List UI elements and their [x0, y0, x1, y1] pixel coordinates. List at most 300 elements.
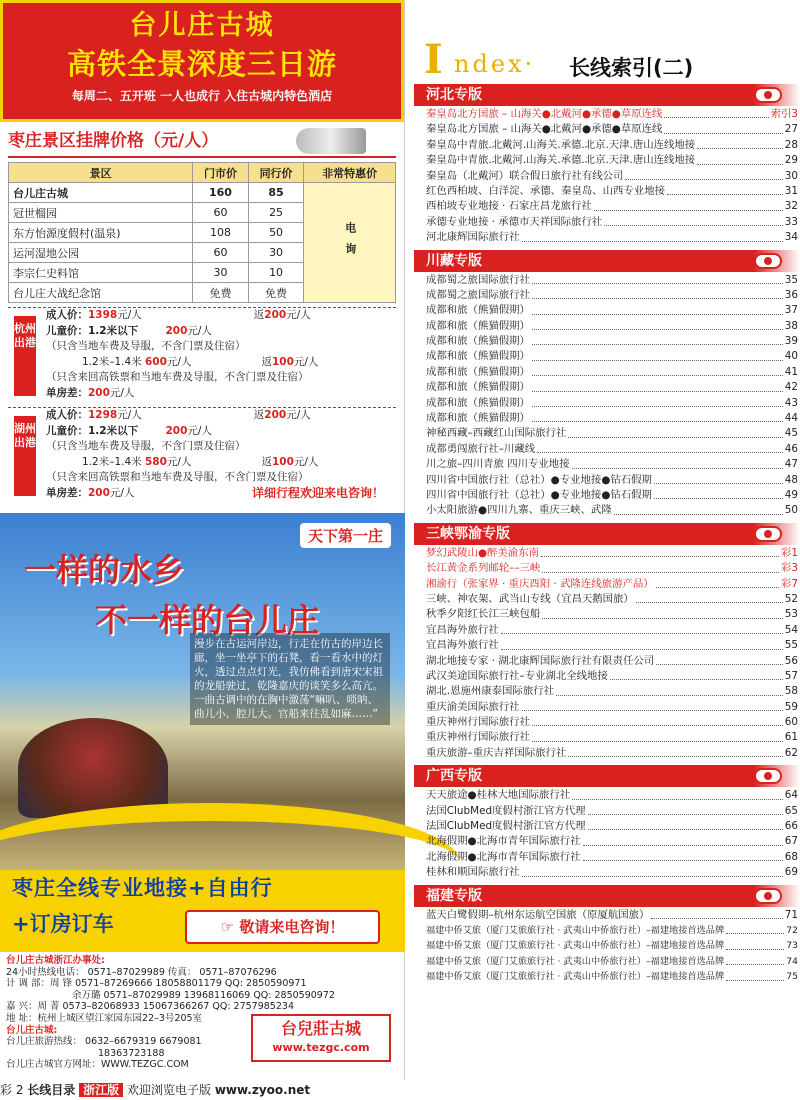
entry-text: 秋季夕阳红长江三峡包船: [426, 608, 541, 621]
unit: 元/人: [293, 355, 319, 368]
hotline: 24小时热线电话： 0571–87029989 传真： 0571–87076296: [6, 966, 277, 978]
entry-page: 29: [784, 154, 798, 167]
dot-leader: [542, 561, 779, 572]
index-section-header: [414, 885, 800, 907]
entry-text: 秦皇岛中青旅.北戴河.山海关.承德.北京.天津.唐山连线地接: [426, 138, 696, 151]
dot-leader: [542, 607, 782, 618]
child-price: 200: [165, 324, 188, 337]
section-badge-icon: [754, 768, 782, 784]
entry-text: 成都和旅（熊猫假期）: [426, 335, 530, 348]
pavilion-image: [18, 718, 168, 818]
price-heading: 枣庄景区挂牌价格（元/人）: [8, 131, 219, 151]
row-name: 东方怡源度假村(温泉): [9, 223, 193, 243]
list-item[interactable]: [426, 938, 798, 953]
index-header: [414, 0, 800, 83]
row-retail: 160: [193, 183, 249, 203]
entry-page: 40: [784, 350, 798, 363]
list-item[interactable]: [426, 969, 798, 984]
entry-text: 秦皇岛北方国旅 – 山海关●北戴河●承德●草原连线: [426, 108, 663, 120]
list-item[interactable]: [426, 804, 798, 819]
entry-text: 秦皇岛中青旅.北戴河.山海关.承德.北京.天津.唐山连线地接: [426, 154, 696, 167]
dot-leader: [522, 700, 783, 711]
footer-section: 长线目录: [27, 1083, 76, 1097]
col-special: 非常特惠价: [304, 163, 396, 183]
dot-leader: [726, 923, 784, 934]
child2-note: （只含来回高铁票和当地车费及导服，不含门票及住宿）: [46, 471, 309, 483]
dot-leader: [532, 396, 783, 407]
child-note: （只含当地车费及导服，不含门票及住宿）: [46, 340, 246, 352]
entry-text: 福建中侨艾旅（厦门艾旅旅行社 · 武夷山中侨旅行社）–福建地接首选品牌: [426, 955, 725, 967]
list-item[interactable]: [426, 426, 798, 441]
list-item[interactable]: [426, 215, 798, 230]
footer-region: 浙江版: [79, 1083, 123, 1097]
promo-line-2: +订房订车: [12, 912, 114, 936]
entry-text: 成都和旅（熊猫假期）: [426, 350, 530, 363]
entry-page: 56: [784, 654, 798, 667]
entry-text: 秦皇岛北方国旅 – 山海关●北戴河●承德●草原连线: [426, 123, 663, 136]
unit: 元/人: [109, 486, 135, 499]
price-heading-bar: [8, 126, 396, 158]
entry-text: 重庆渝美国际旅行社: [426, 700, 520, 713]
list-item[interactable]: [426, 473, 798, 488]
entry-text: 宜昌海外旅行社: [426, 623, 499, 636]
row-peer: 85: [248, 183, 304, 203]
unit: 元/人: [286, 409, 311, 421]
single-price: 200: [88, 386, 110, 399]
price-table: [8, 162, 396, 303]
entry-text: 重庆神州行国际旅行社: [426, 716, 530, 729]
list-item[interactable]: [426, 457, 798, 472]
tour-banner: [0, 0, 404, 122]
entry-page: 50: [784, 504, 798, 517]
entry-page: 45: [784, 427, 798, 440]
entry-text: 宜昌海外旅行社: [426, 639, 499, 652]
unit: 元/人: [286, 309, 311, 321]
dot-leader: [522, 865, 783, 876]
entry-page: 58: [784, 685, 798, 698]
index-entry-list: [414, 907, 800, 985]
dot-leader: [532, 730, 783, 741]
logo-url[interactable]: www.tezgc.com: [272, 1041, 370, 1054]
entry-page: 31: [784, 184, 798, 197]
dot-leader: [664, 122, 782, 133]
list-item[interactable]: [426, 908, 798, 923]
entry-page: 55: [784, 639, 798, 652]
dot-leader: [583, 834, 783, 845]
price-table-header: [9, 163, 396, 183]
row-name: 运河湿地公园: [9, 243, 193, 263]
entry-page: 47: [784, 458, 798, 471]
section-title: 福建专版: [426, 887, 482, 904]
row-retail: 30: [193, 263, 249, 283]
unit: 元/人: [187, 324, 212, 337]
dot-leader: [556, 684, 783, 695]
index-column: [414, 0, 800, 1080]
dot-leader: [656, 654, 783, 665]
index-section-header: [414, 523, 800, 545]
adult-price: 1398: [88, 309, 118, 321]
dot-leader: [532, 349, 783, 360]
dot-leader: [532, 411, 783, 422]
list-item[interactable]: [426, 954, 798, 969]
section-badge-icon: [754, 87, 782, 103]
list-item[interactable]: [426, 700, 798, 715]
entry-text: 成都和旅（熊猫假期）: [426, 381, 530, 394]
entry-page: 38: [784, 319, 798, 332]
entry-text: 成都蜀之旅国际旅行社: [426, 273, 530, 286]
entry-text: 秦皇岛（北戴河）联合假日旅行社有线公司: [426, 169, 624, 182]
poem-text: 漫步在古运河岸边，行走在仿古的岸边长廊，坐一坐亭下的石凳，看一看水中的灯火，透过点点灯光，我仿佛看到唐宋宋祖的龙船驶过，乾隆嘉庆的谈笑多么高亢。一曲古调中的在胸中激荡“嘛叭、唢呐、曲儿小、腔儿大。官船来往乱如麻……”: [190, 633, 390, 725]
list-item[interactable]: [426, 819, 798, 834]
entry-text: 法国ClubMed度假村浙江官方代理: [426, 804, 586, 817]
entry-text: 成都和旅（熊猫假期）: [426, 365, 530, 378]
index-section-header: [414, 250, 800, 272]
entry-text: 红色西柏坡、白洋淀、承德、秦皇岛、山西专业地接: [426, 184, 665, 197]
pointing-hand-icon: ☞: [220, 918, 240, 936]
departure-huzhou: [8, 407, 396, 505]
list-item[interactable]: [426, 380, 798, 395]
adult-label: 成人价：: [46, 309, 88, 321]
entry-page: 64: [784, 789, 798, 802]
entry-page: 34: [784, 231, 798, 244]
col-peer: 同行价: [248, 163, 304, 183]
entry-text: 北海假期●北海市青年国际旅行社: [426, 850, 581, 863]
child-price: 200: [165, 424, 188, 437]
slogan-line-1: 一样的水乡: [24, 551, 185, 589]
entry-page: 彩3: [780, 562, 798, 575]
dot-leader: [594, 199, 783, 210]
list-item[interactable]: [426, 303, 798, 318]
unit: 元/人: [293, 455, 319, 468]
row-peer: 免费: [248, 283, 304, 303]
dot-leader: [532, 303, 783, 314]
entry-text: 承德专业地接 · 承德市天祥国际旅行社: [426, 215, 603, 228]
entry-page: 37: [784, 304, 798, 317]
dot-leader: [610, 669, 783, 680]
col-scenic: 景区: [9, 163, 193, 183]
list-item[interactable]: [426, 230, 798, 245]
row-peer: 30: [248, 243, 304, 263]
logo-text: 台兒莊古城: [280, 1019, 361, 1038]
footer-url[interactable]: www.zyoo.net: [214, 1083, 311, 1097]
entry-text: 福建中侨艾旅（厦门艾旅旅行社 · 武夷山中侨旅行社）–福建地接首选品牌: [426, 971, 725, 983]
entry-text: 川之旅–四川青旅 四川专业地接: [426, 458, 570, 471]
list-item[interactable]: [426, 411, 798, 426]
list-item[interactable]: [426, 503, 798, 518]
entry-text: 西柏坡专业地接 · 石家庄昌龙旅行社: [426, 200, 592, 213]
bureau-tel-1: 台儿庄旅游热线： 0632–6679319 6679081: [6, 1036, 202, 1048]
child2-price: 580: [145, 455, 167, 468]
dot-leader: [651, 908, 782, 919]
list-item[interactable]: [426, 334, 798, 349]
entry-text: 四川省中国旅行社（总社）●专业地接●钻石假期: [426, 473, 652, 486]
dot-leader: [568, 426, 782, 437]
list-item[interactable]: [426, 654, 798, 669]
entry-text: 湖北地接专家 · 湖北康辉国际旅行社有限责任公司: [426, 654, 655, 667]
train-icon: [296, 128, 366, 154]
entry-page: 61: [784, 731, 798, 744]
dot-leader: [537, 442, 783, 453]
entry-text: 法国ClubMed度假村浙江官方代理: [426, 820, 586, 833]
index-big-letter: I: [424, 36, 443, 83]
list-item[interactable]: [426, 788, 798, 803]
entry-page: 65: [784, 804, 798, 817]
entry-page: 74: [786, 955, 798, 967]
entry-text: 四川省中国旅行社（总社）●专业地接●钻石假期: [426, 488, 652, 501]
list-item[interactable]: [426, 288, 798, 303]
list-item[interactable]: [426, 199, 798, 214]
unit: 元/人: [109, 386, 135, 399]
dot-leader: [572, 788, 783, 799]
index-entry-list: [414, 106, 800, 246]
unit: 元/人: [166, 455, 192, 468]
list-item[interactable]: [426, 638, 798, 653]
footer-welcome: 欢迎浏览电子版: [126, 1083, 211, 1097]
list-item[interactable]: [426, 577, 798, 592]
entry-page: 66: [784, 820, 798, 833]
dot-leader: [588, 819, 783, 830]
single-price: 200: [88, 486, 110, 499]
banner-title: 台儿庄古城: [129, 10, 275, 41]
entry-text: 三峡、神农架、武当山专线（宜昌天鹅国旅）: [426, 592, 634, 605]
dot-leader: [541, 546, 779, 557]
dot-leader: [532, 288, 783, 299]
entry-page: 67: [784, 835, 798, 848]
dot-leader: [656, 577, 779, 588]
section-title: 河北专版: [426, 87, 482, 103]
entry-page: 彩7: [780, 577, 798, 590]
list-item[interactable]: [426, 730, 798, 745]
table-row: [9, 183, 396, 203]
list-item[interactable]: [426, 715, 798, 730]
child-label: 儿童价：1.2米以下: [46, 424, 139, 437]
slogan-top: 天下第一庄: [300, 523, 391, 548]
entry-text: 重庆旅游–重庆吉祥国际旅行社: [426, 746, 567, 759]
entry-page: 75: [786, 971, 798, 983]
return-label: 返: [253, 309, 265, 321]
row-retail: 免费: [193, 283, 249, 303]
dot-leader: [625, 169, 782, 180]
list-item[interactable]: [426, 561, 798, 576]
entry-page: 49: [784, 488, 798, 501]
page-footer: [0, 1080, 800, 1100]
unit: 元/人: [117, 309, 142, 321]
dot-leader: [572, 457, 783, 468]
entry-page: 41: [784, 365, 798, 378]
dot-leader: [726, 954, 784, 965]
left-ad-column: [0, 0, 405, 1080]
unit: 元/人: [166, 355, 192, 368]
list-item[interactable]: [426, 488, 798, 503]
list-item[interactable]: [426, 623, 798, 638]
child2-label: 1.2米–1.4米: [82, 455, 142, 468]
child2-label: 1.2米–1.4米: [82, 355, 142, 368]
entry-text: 神秘西藏–西藏红山国际旅行社: [426, 427, 567, 440]
entry-text: 福建中侨艾旅（厦门艾旅旅行社 · 武夷山中侨旅行社）–福建地接首选品牌: [426, 924, 725, 936]
promo-band: [0, 870, 405, 952]
return-price: 200: [264, 409, 287, 421]
dot-leader: [697, 153, 783, 164]
departure-tag: 湖州出港: [14, 416, 36, 496]
return-label: 返: [261, 455, 272, 468]
entry-text: 湘渝行（张家界 · 重庆酉阳 · 武隆连线旅游产品）: [426, 577, 654, 590]
entry-page: 59: [784, 700, 798, 713]
entry-text: 成都和旅（熊猫假期）: [426, 304, 530, 317]
dot-leader: [532, 380, 783, 391]
dot-leader: [532, 334, 783, 345]
bureau-title: 台儿庄古城:: [6, 1024, 58, 1036]
list-item[interactable]: [426, 442, 798, 457]
slogan-line-2: 不一样的台儿庄: [95, 601, 320, 639]
entry-text: 重庆神州行国际旅行社: [426, 731, 530, 744]
detail-call-text: 详细行程欢迎来电咨询！: [251, 486, 384, 500]
entry-page: 33: [784, 215, 798, 228]
promo-call-box: [185, 910, 380, 944]
index-entry-list: [414, 272, 800, 519]
entry-text: 成都和旅（熊猫假期）: [426, 412, 530, 425]
dot-leader: [726, 969, 784, 980]
entry-text: 长江黄金系列邮轮––三峡: [426, 562, 541, 575]
entry-page: 30: [784, 169, 798, 182]
banner-subtitle: 高铁全景深度三日游: [66, 47, 337, 81]
list-item[interactable]: [426, 396, 798, 411]
planner-3: 嘉 兴：周 菁 0573–82068933 15067366267 QQ: 2757985234: [6, 1001, 294, 1013]
list-item[interactable]: [426, 834, 798, 849]
list-item[interactable]: [426, 365, 798, 380]
section-badge-icon: [754, 888, 782, 904]
entry-page: 62: [784, 746, 798, 759]
row-name: 台儿庄大战纪念馆: [9, 283, 193, 303]
index-sections: [414, 84, 800, 985]
footer-page: 彩 2: [0, 1083, 24, 1097]
dot-leader: [568, 746, 782, 757]
list-item[interactable]: [426, 746, 798, 761]
entry-page: 69: [784, 866, 798, 879]
list-item[interactable]: [426, 138, 798, 153]
list-item[interactable]: [426, 684, 798, 699]
return-label: 返: [253, 409, 265, 421]
dot-leader: [501, 638, 783, 649]
dot-leader: [636, 592, 783, 603]
list-item[interactable]: [426, 319, 798, 334]
list-item[interactable]: [426, 122, 798, 137]
dot-leader: [654, 473, 783, 484]
dot-leader: [532, 273, 783, 284]
return-price: 100: [271, 355, 294, 368]
entry-page: 60: [784, 716, 798, 729]
index-word: ndex·: [454, 50, 536, 78]
dot-leader: [667, 184, 783, 195]
list-item[interactable]: [426, 169, 798, 184]
row-peer: 10: [248, 263, 304, 283]
entry-page: 32: [784, 200, 798, 213]
dot-leader: [664, 107, 768, 118]
entry-page: 彩1: [780, 546, 798, 559]
unit: 元/人: [187, 424, 212, 437]
entry-page: 48: [784, 473, 798, 486]
section-badge-icon: [754, 526, 782, 542]
row-peer: 50: [248, 223, 304, 243]
banner-schedule: 每周二、五开班 一人也成行 入住古城内特色酒店: [71, 89, 333, 103]
entry-text: 河北康辉国际旅行社: [426, 231, 520, 244]
adult-label: 成人价：: [46, 409, 88, 421]
dot-leader: [501, 623, 783, 634]
planner-2: 余万璐 0571–87029989 13968116069 QQ: 2850590972: [72, 989, 335, 1001]
office-title: 台儿庄古城浙江办事处:: [6, 955, 105, 966]
single-label: 单房差：: [46, 386, 88, 399]
index-title: 长线索引(二): [569, 56, 694, 80]
dot-leader: [614, 503, 783, 514]
list-item[interactable]: [426, 923, 798, 938]
dot-leader: [532, 365, 783, 376]
departure-details: [46, 308, 396, 401]
entry-page: 36: [784, 288, 798, 301]
list-item[interactable]: [426, 865, 798, 880]
row-name: 冠世榴园: [9, 203, 193, 223]
logo: [251, 1014, 391, 1062]
entry-page: 27: [784, 123, 798, 136]
entry-text: 小太阳旅游●四川九寨、重庆三峡、武隆: [426, 504, 612, 517]
list-item[interactable]: [426, 607, 798, 622]
entry-text: 武汉美途国际旅行社–专业湖北全线地接: [426, 669, 608, 682]
entry-text: 天天旅途●桂林大地国际旅行社: [426, 789, 571, 802]
list-item[interactable]: [426, 669, 798, 684]
list-item[interactable]: [426, 592, 798, 607]
col-retail: 门市价: [193, 163, 249, 183]
return-price: 100: [271, 455, 294, 468]
list-item[interactable]: [426, 273, 798, 288]
list-item[interactable]: [426, 107, 798, 122]
special-price-cell: 电询: [304, 183, 396, 303]
bureau-tel-2: 18363723188: [98, 1047, 165, 1059]
entry-page: 52: [784, 592, 798, 605]
entry-page: 28: [784, 138, 798, 151]
entry-page: 54: [784, 623, 798, 636]
entry-text: 湖北.恩施州康泰国际旅行社: [426, 685, 554, 698]
child2-note: （只含来回高铁票和当地车费及导服，不含门票及住宿）: [46, 371, 309, 383]
row-name: 李宗仁史料馆: [9, 263, 193, 283]
section-title: 川藏专版: [426, 252, 482, 269]
entry-text: 成都蜀之旅国际旅行社: [426, 288, 530, 301]
index-entry-list: [414, 545, 800, 761]
entry-text: 成都和旅（熊猫假期）: [426, 319, 530, 332]
row-name: 台儿庄古城: [9, 183, 193, 203]
dot-leader: [604, 215, 783, 226]
official-website[interactable]: 台儿庄古城官方网址：WWW.TEZGC.COM: [6, 1059, 189, 1071]
dot-leader: [583, 850, 783, 861]
list-item[interactable]: [426, 349, 798, 364]
list-item[interactable]: [426, 184, 798, 199]
scenic-photo: [0, 513, 405, 871]
row-retail: 108: [193, 223, 249, 243]
section-title: 广西专版: [426, 768, 482, 785]
row-retail: 60: [193, 243, 249, 263]
entry-page: 46: [784, 442, 798, 455]
entry-text: 福建中侨艾旅（厦门艾旅旅行社 · 武夷山中侨旅行社）–福建地接首选品牌: [426, 940, 725, 952]
section-title: 三峡鄂渝专版: [426, 525, 510, 542]
entry-text: 北海假期●北海市青年国际旅行社: [426, 835, 581, 848]
return-label: 返: [261, 355, 272, 368]
promo-line-1: 枣庄全线专业地接+自由行: [12, 876, 273, 900]
promo-call-text: 敬请来电咨询！: [239, 918, 345, 936]
list-item[interactable]: [426, 546, 798, 561]
list-item[interactable]: [426, 850, 798, 865]
section-badge-icon: [754, 253, 782, 269]
return-price: 200: [264, 309, 287, 321]
child-label: 儿童价：1.2米以下: [46, 324, 139, 337]
row-retail: 60: [193, 203, 249, 223]
list-item[interactable]: [426, 153, 798, 168]
